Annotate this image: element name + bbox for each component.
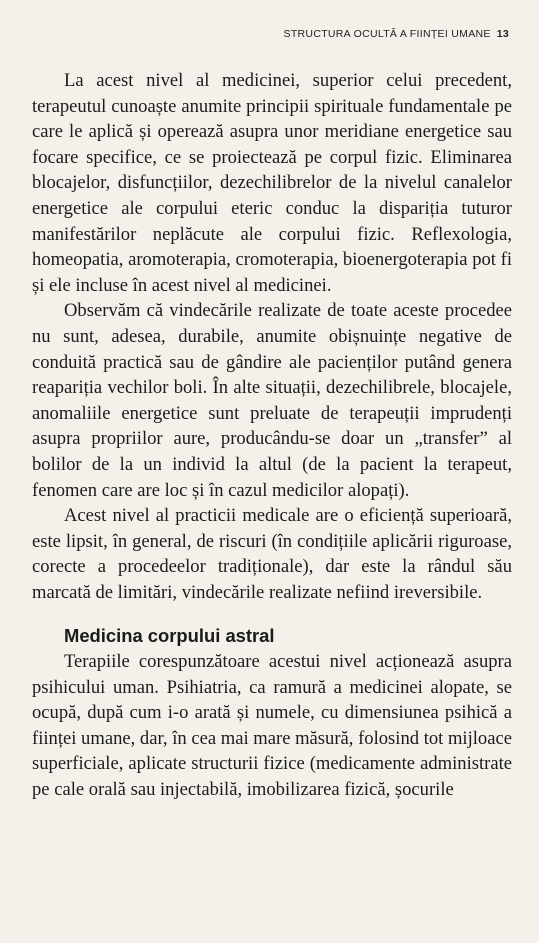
running-title: STRUCTURA OCULTĂ A FIINȚEI UMANE: [283, 28, 491, 40]
paragraph-3: Acest nivel al practicii medicale are o eficiență superioară, este lipsit, în general, de riscuri (în condițiile aplicării riguroase, corecte a procedeelor tradiționale), dar este la rândul său marcată de limitări, vindecările realizate nefiind ireversibile.: [32, 505, 512, 603]
page-number: 13: [496, 28, 509, 40]
body-text: [32, 68, 512, 803]
paragraph-1: La acest nivel al medicinei, superior celui precedent, terapeutul cunoaște anumite principii spirituale fundamentale pe care le aplică și operează asupra unor meridiane energetice sau focare specifice, ce se proiectează pe corpul fizic. Eliminarea blocajelor, disfuncțiilor, dezechilibrelor de la nivelul canalelor energetice ale corpului eteric conduc la dispariția tuturor manifestărilor neplăcute ale corpului fizic. Reflexologia, homeopatia, aromoterapia, cromoterapia, bioenergoterapia pot fi și ele incluse în acest nivel al medicinei.: [32, 70, 512, 296]
section-paragraph: Terapiile corespunzătoare acestui nivel acționează asupra psihicului uman. Psihiatria, ca ramură a medicinei alopate, se ocupă, după cum i-o arată și numele, cu dimensiunea psihică a ființei umane, dar, în cea mai mare măsură, folosind tot mijloace superficiale, aplicate structurii fizice (medicamente administrate pe cale orală sau injectabilă, imobilizarea fizică, șocurile: [32, 651, 512, 801]
paragraph-2: Observăm că vindecările realizate de toate aceste procedee nu sunt, adesea, durabile, anumite obișnuințe negative de conduită practică sau de gândire ale pacienților putând genera reapariția vechilor boli. În alte situații, dezechilibrele, blocajele, anomaliile energetice sunt preluate de terapeuții imprudenți asupra propriilor aure, producându-se doar un „transfer” al bolilor de la un individ la altul (de la pacient la terapeut, fenomen care are loc și în cazul medicilor alopați).: [32, 300, 512, 501]
section-heading: Medicina corpului astral: [64, 625, 275, 647]
running-header: [284, 28, 509, 40]
